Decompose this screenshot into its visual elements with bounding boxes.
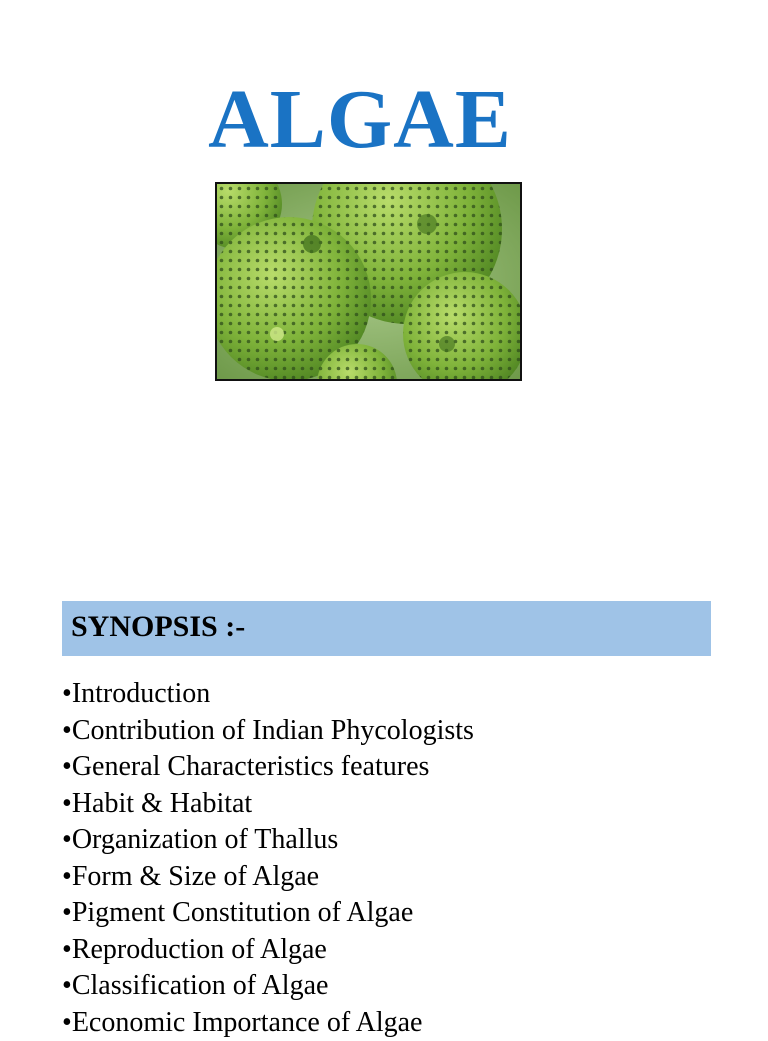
list-item (62, 749, 474, 786)
bullet: • (62, 1005, 72, 1041)
list-item (62, 859, 474, 896)
list-item-text: Pigment Constitution of Algae (72, 897, 413, 928)
bullet: • (62, 822, 72, 859)
synopsis-header (62, 601, 711, 656)
list-item-text: General Characteristics features (72, 751, 430, 782)
bullet: • (62, 932, 72, 969)
bullet: • (62, 676, 72, 713)
list-item (62, 676, 474, 713)
list-item (62, 713, 474, 750)
bullet: • (62, 749, 72, 786)
list-item-text: Form & Size of Algae (72, 861, 319, 892)
list-item-text: Economic Importance of Algae (72, 1007, 423, 1038)
list-item (62, 968, 474, 1005)
list-item-text: Contribution of Indian Phycologists (72, 715, 474, 746)
list-item (62, 786, 474, 823)
algae-micrograph-image (215, 182, 522, 381)
bullet: • (62, 713, 72, 750)
bullet: • (62, 895, 72, 932)
list-item (62, 895, 474, 932)
list-item-text: Organization of Thallus (72, 824, 338, 855)
synopsis-heading: SYNOPSIS :- (71, 612, 245, 642)
list-item (62, 1005, 474, 1041)
list-item-text: Introduction (72, 678, 210, 709)
list-item-text: Classification of Algae (72, 970, 329, 1001)
bullet: • (62, 786, 72, 823)
list-item (62, 932, 474, 969)
bullet: • (62, 968, 72, 1005)
page-title: ALGAE (0, 78, 720, 162)
synopsis-list (62, 676, 474, 1041)
list-item (62, 822, 474, 859)
bullet: • (62, 859, 72, 896)
list-item-text: Habit & Habitat (72, 788, 252, 819)
list-item-text: Reproduction of Algae (72, 934, 327, 965)
